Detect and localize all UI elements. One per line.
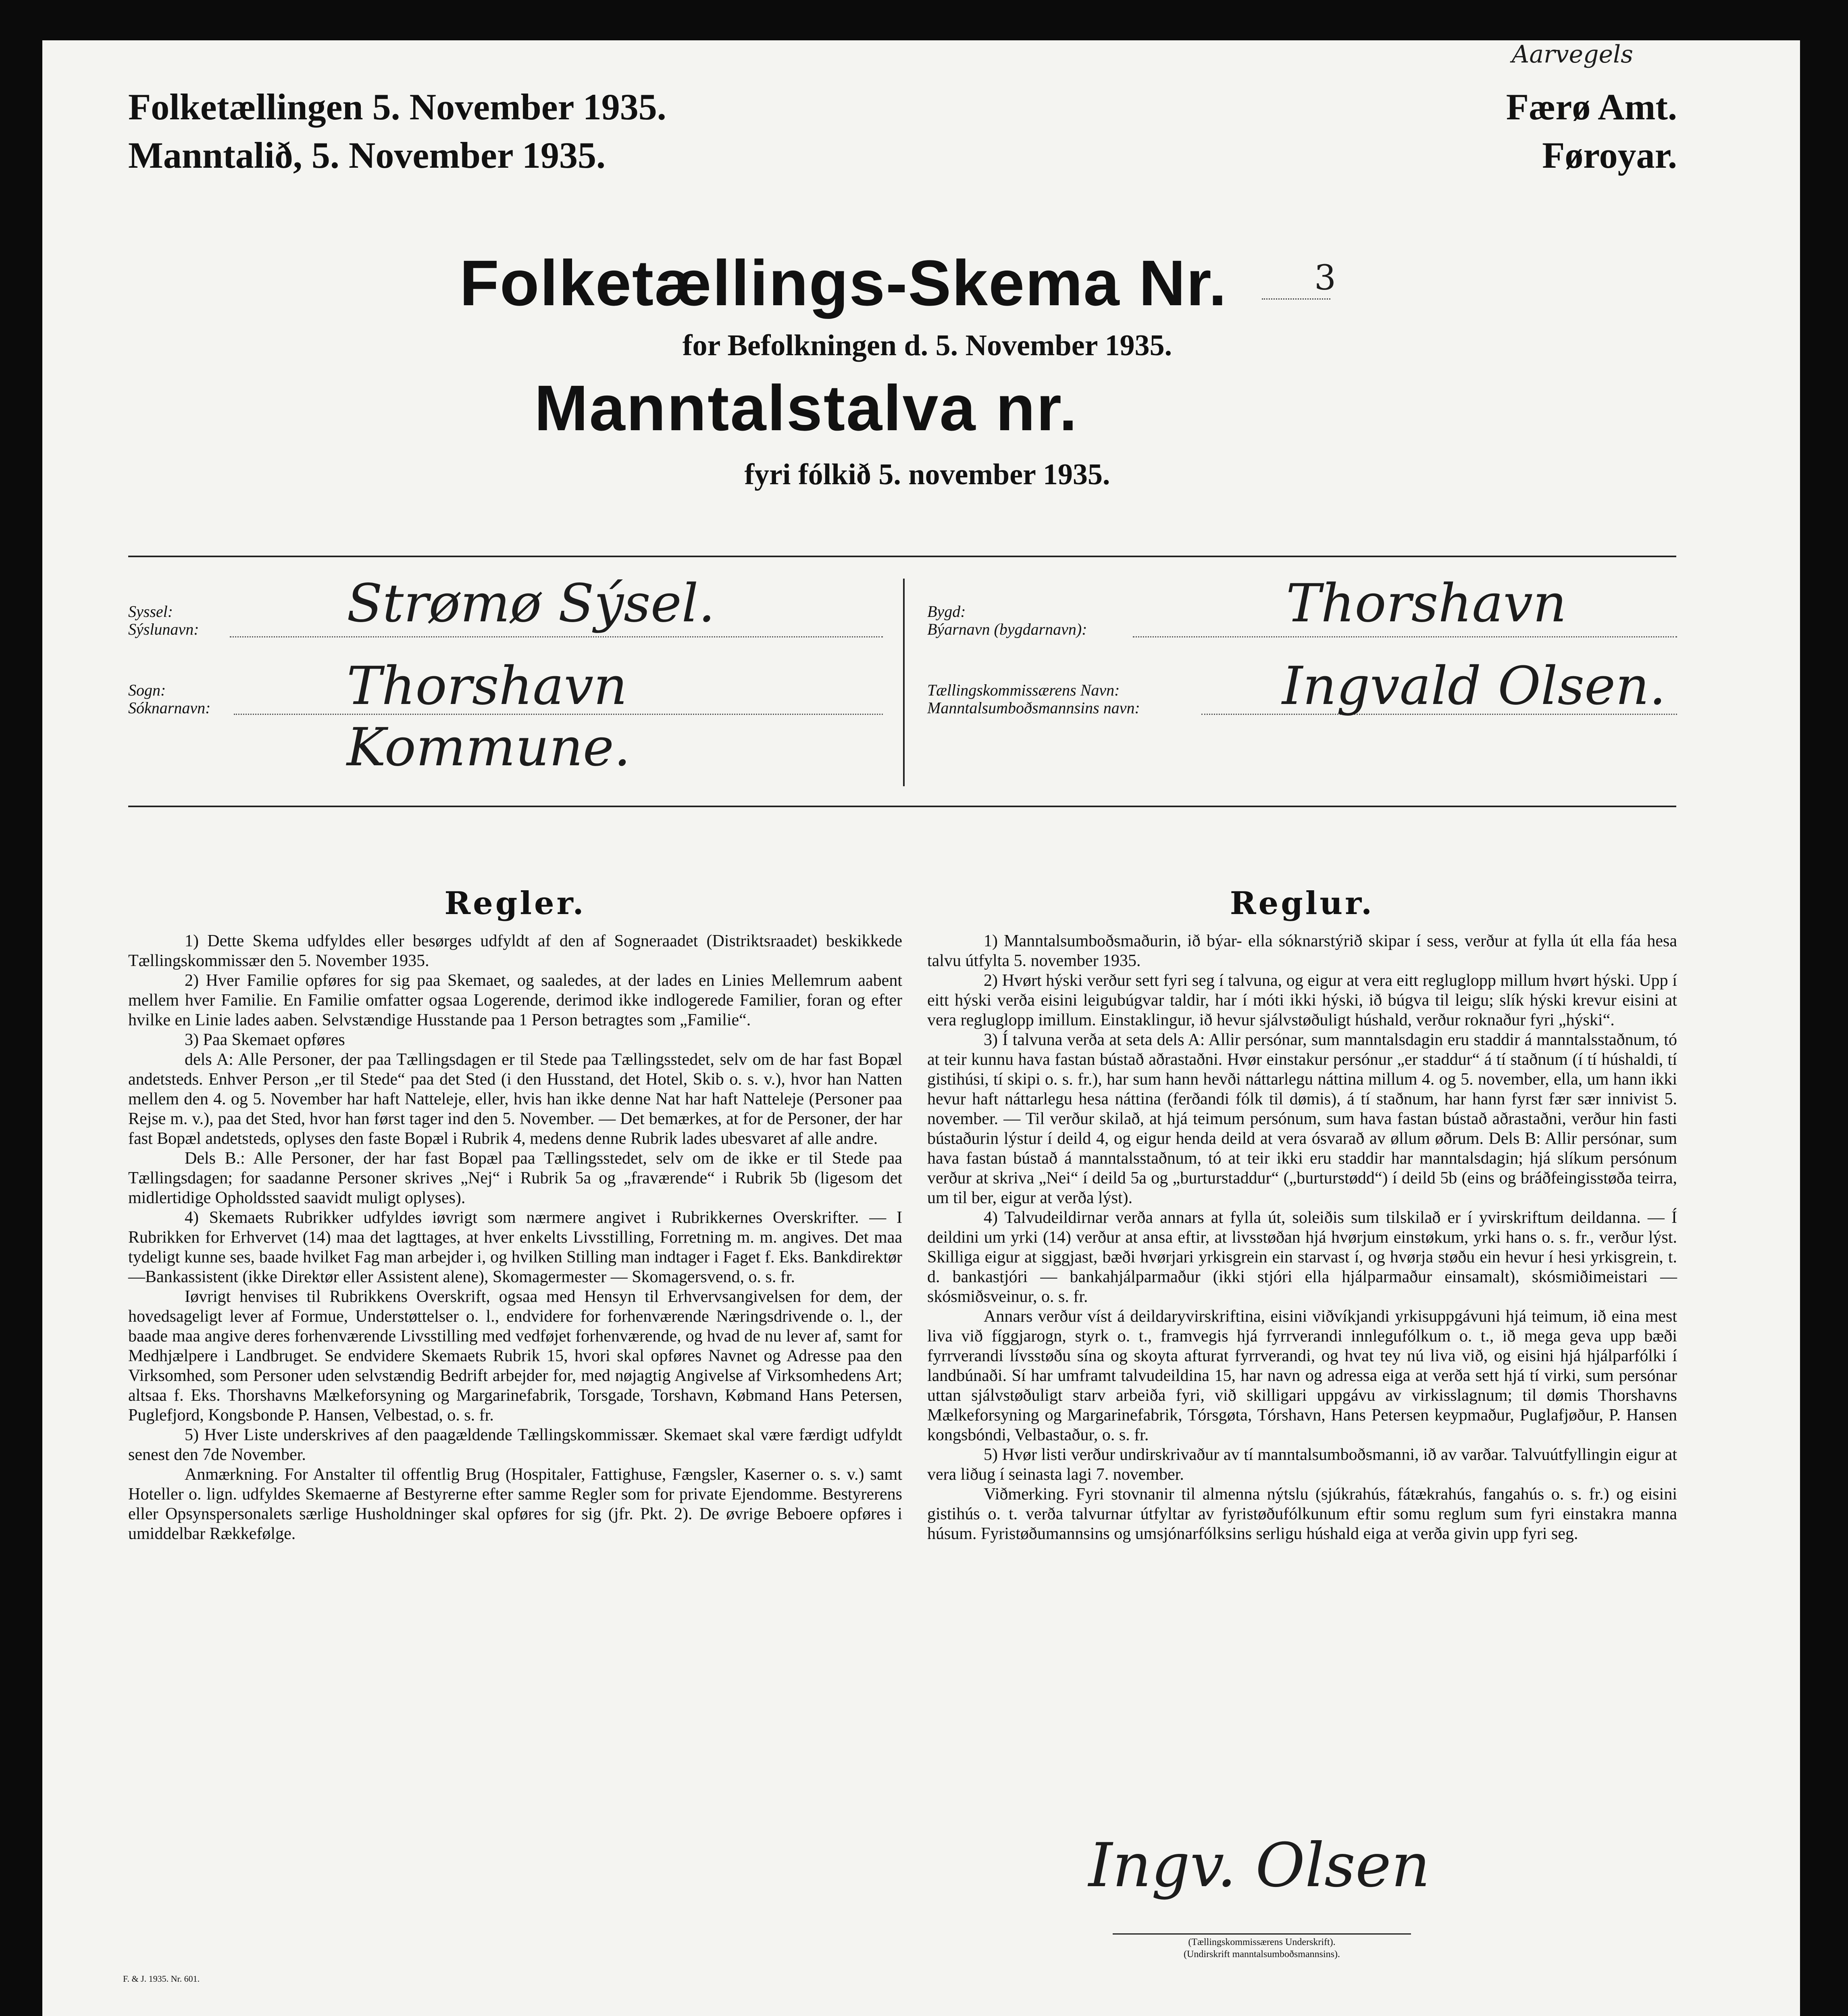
rules-danish-body bbox=[128, 931, 902, 1544]
sogn-value: Thorshavn Kommune. bbox=[347, 655, 631, 778]
rule-da-note: Anmærkning. For Anstalter til offentlig Brug (Hospitaler, Fattighuse, Fængsler, Kaserner o. s. v.) samt Hoteller o. lign. udfyldes Skemaerne af Bestyrerne efter samme Regler som for private Ejendomme. Bestyrerens eller Opsynspersonalets særlige Husholdninger skal opføres for sig (jfr. Pkt. 2). De øvrige Beboere opføres i umiddelbar Rækkefølge. bbox=[128, 1465, 902, 1543]
form-title-faroese: Manntalstalva nr. bbox=[534, 372, 1078, 444]
rule-fo-note: Viðmerking. Fyri stovnanir til almenna nýtslu (sjúkrahús, fátækrahús, fangahús o. s. fr.) og eisini gistihús o. t. verða talvurnar útfyltar av fyristøðufólkunum eftir somu reglum sum fyri einstakra manna húsum. Fyristøðumannsins og umsjónarfólksins serligu húshald eiga at verða givin upp fyri seg. bbox=[927, 1485, 1677, 1543]
rule-da-3a: dels A: Alle Personer, der paa Tællingsdagen er til Stede paa Tællingsstedet, selv om de har fast Bopæl andetsteds. Enhver Person „er til Stede“ paa det Sted (i den Husstand, det Hotel, Skib o. s. v.), hvor han Natten mellem den 4. og 5. November har haft Natteleje, eller, hvis han ikke denne Nat har haft Natteleje (Personer paa Rejse m. v.), paa det Sted, hvor han først tager ind den 5. November. — Det bemærkes, at for de Personer, der har fast Bopæl andetsteds, oplyses den faste Bopæl i Rubrik 4, medens denne Rubrik lades ubesvaret af alle andre. bbox=[128, 1050, 902, 1148]
rule-fo-2: 2) Hvørt hýski verður sett fyri seg í talvuna, og eigur at vera eitt regluglopp millum hvørt hýski. Upp í eitt hýski verða eisini leigubúgvar taldir, har í móti ikki hýski, ið búgva til leigu; slík hýski krevur eisini at vera regluglopp imillum. Einstaklingur, ið hevur sjálvstøðuligt húshald, verður roknaður fyri „hýski“. bbox=[927, 971, 1677, 1029]
header-left bbox=[128, 83, 773, 179]
syssel-line bbox=[230, 636, 883, 637]
rule-da-2: 2) Hver Familie opføres for sig paa Skemaet, og saaledes, at der lades en Linies Mellemrum aabent mellem hver Familie. En Familie omfatter ogsaa Logerende, derimod ikke indlogerede Familier, foran og efter hvilke en Linie lades aaben. Selvstændige Husstande paa 1 Person betragtes som „Familie“. bbox=[128, 971, 902, 1029]
rules-faroese-body bbox=[927, 931, 1677, 1544]
syssel-label: Syssel: Sýslunavn: bbox=[128, 602, 199, 638]
rule-da-1: 1) Dette Skema udfyldes eller besørges udfyldt af den af Sogneraadet (Distriktsraadet) beskikkede Tællingskommissær den 5. November 1935. bbox=[128, 932, 902, 970]
rules-faroese-heading: Reglur. bbox=[1230, 885, 1375, 922]
rule-da-5: 5) Hver Liste underskrives af den paagældende Tællingskommissær. Skemaet skal være færdigt udfyldt senest den 7de November. bbox=[128, 1426, 902, 1464]
signature-label: (Tællingskommissærens Underskrift). (Undirskrift manntalsumboðsmannsins). bbox=[1184, 1937, 1340, 1960]
rule-fo-4: 4) Talvudeildirnar verða annars at fylla út, soleiðis sum tilskilað er í yvirskriftum deildanna. — Í deildini um yrki (14) verður at ansa eftir, at livsstøðan hjá hvørjum einstøkum, yrki hans o. s. fr., verður lýst. Skilliga eigur at siggjast, bæði hvørjari yrkisgrein ein starvast í, og hvørja støðu ein hevur í hesi yrkisgrein, t. d. bankastjóri — bankahjálparmaður (ikki stjóri ella hjálparmaður einsamalt), skósmiðimeistari — skósmiðsveinur, o. s. fr. bbox=[927, 1208, 1677, 1306]
form-subtitle-danish: for Befolkningen d. 5. November 1935. bbox=[682, 329, 1172, 362]
field-bottom-rule bbox=[128, 806, 1676, 807]
header-right-line1: Færø Amt. bbox=[1506, 86, 1677, 127]
field-top-rule bbox=[128, 556, 1676, 557]
rule-da-4: 4) Skemaets Rubrikker udfyldes iøvrigt som nærmere angivet i Rubrikkernes Overskrifter. — I Rubrikken for Erhvervet (14) maa det lagttages, at hver enkelts Livsstilling, Forretning m. m. angives. Det maa tydeligt kunne ses, baade hvilket Fag man arbejder i, og hvilken Stilling man indtager i Faget f. Eks. Bankdirektør—Bankassistent (ikke Direktør eller Assistent alene), Skomagermester — Skomagersvend, o. s. fr. bbox=[128, 1208, 902, 1286]
kommissaer-value: Ingvald Olsen. bbox=[1282, 655, 1666, 716]
header-left-line2: Manntalið, 5. November 1935. bbox=[128, 135, 606, 176]
bygd-label: Bygd: Býarnavn (bygdarnavn): bbox=[927, 602, 1087, 638]
form-title-danish: Folketællings-Skema Nr. bbox=[460, 247, 1228, 319]
rule-da-4b: Iøvrigt henvises til Rubrikkens Overskrift, ogsaa med Hensyn til Erhvervsangivelsen for dem, der hovedsageligt lever af Formue, Understøttelser o. l., endvidere for forhenværende Næringsdrivende o. l., der baade maa angive deres forhenværende Livsstilling med vedføjet forhenværende, og hvad de nu lever af, samt for Medhjælpere i Landbruget. Se endvidere Skemaets Rubrik 15, hvori skal opføres Navnet og Adresse paa den Virksomhed, som Personer uden selvstændig Bedrift arbejder for, med nøjagtig Angivelse af Virksomhedens Art; altsaa f. Eks. Thorshavns Mælkeforsyning og Margarinefabrik, Torsgade, Torshavn, Købmand Hans Petersen, Puglefjord, Kongsbonde P. Hansen, Velbestad, o. s. fr. bbox=[128, 1287, 902, 1425]
rules-danish-heading: Regler. bbox=[444, 885, 586, 922]
form-number: 3 bbox=[1314, 258, 1336, 298]
sogn-label: Sogn: Sóknarnavn: bbox=[128, 681, 211, 717]
rule-fo-3: 3) Í talvuna verða at seta dels A: Allir persónar, sum manntalsdagin eru staddir á manntalsstaðnum, tó at teir kunnu hava fastan bústað aðrastaðni. Hvør einstakur persónur „er staddur“ á tí staðnum (í tí húshaldi, tí gistihúsi, tí skipi o. s. fr.), har sum hann hevði náttarlegu náttina millum 4. og 5. november, ella, um hann ikki hevur haft náttarlegu hesa náttina (ferðandi fólk til dømis), á tí staðnum, har hann fyrst fær sær innivist 5. november. — Til verður skilað, at hjá teimum persónum, sum hava fastan bústað aðrastaðni, verður hin fasti bústaðurin lýstur í deild 4, og eigur henda deild at vera ósvarað av øllum øðrum. Dels B: Allir persónar, sum hava fastan bústað á manntalsstaðnum, tó at teir ikki eru staddir har manntalsdagin; hjá slíkum persónum verður at skriva „Nei“ í deild 5a og „burturstaddur“ („burturstødd“) í deild 5b (eins og bráðfeingisstøða teirra, um til ber, eigur at verða lýst). bbox=[927, 1031, 1677, 1207]
form-subtitle-faroese: fyri fólkið 5. november 1935. bbox=[744, 458, 1110, 491]
printer-mark: F. & J. 1935. Nr. 601. bbox=[123, 1974, 200, 1984]
rule-fo-5: 5) Hvør listi verður undirskrivaður av tí manntalsumboðsmanni, ið av varðar. Talvuútfyllingin eigur at vera liðug í seinasta lagi 7. november. bbox=[927, 1445, 1677, 1484]
handwritten-note: Aarvegels bbox=[1512, 40, 1634, 69]
rule-da-3: 3) Paa Skemaet opføres bbox=[185, 1031, 345, 1049]
kommissaer-label: Tællingskommissærens Navn: Manntalsumboðsmannsins navn: bbox=[927, 681, 1140, 717]
signature: Ingv. Olsen bbox=[1088, 1831, 1430, 1901]
header-right bbox=[1411, 83, 1677, 179]
syssel-value: Strømø Sýsel. bbox=[347, 573, 715, 634]
field-divider bbox=[903, 579, 905, 786]
header-left-line1: Folketællingen 5. November 1935. bbox=[128, 86, 666, 127]
rule-fo-1: 1) Manntalsumboðsmaðurin, ið býar- ella sóknarstýrið skipar í sess, verður at fylla út ella fáa hesa talvu útfylta 5. november 1935. bbox=[927, 932, 1677, 970]
rule-da-3b: Dels B.: Alle Personer, der har fast Bopæl paa Tællingsstedet, selv om de ikke er til Stede paa Tællingsdagen; for saadanne Personer skrives „Nej“ i Rubrik 5a og „fraværende“ i Rubrik 5b (ligesom det midlertidige Opholdssted saavidt muligt oplyses). bbox=[128, 1149, 902, 1207]
rule-fo-4b: Annars verður víst á deildaryvirskriftina, eisini viðvíkjandi yrkisuppgávuni hjá teimum, ið eina mest liva við fíggjarogn, styrk o. t., framvegis hjá fyrrverandi innlegufólkum o. t., ið mega geva upp bæði fyrrverandi lívsstøðu sína og skoyta afturat fyrrverandi, og hvat tey nú liva við, og eisini hjá hjálparfólki í landbúnaði. Sí har umframt talvudeildina 15, har navn og adressa eiga at verða sett hjá tí virki, sum persónar uttan sjálvstøðuligt starv arbeiða fyri, við skilligari uppgávu av virkisslagnum; til dømis Thorshavns Mælkeforsyning og Margarinefabrik, Tórsgøta, Tórshavn, Hans Petersen keypmaður, Puglafjøður, P. Hansen kongsbóndi, Velbastaður, o. s. fr. bbox=[927, 1307, 1677, 1444]
header-right-line2: Føroyar. bbox=[1542, 135, 1677, 176]
signature-line bbox=[1113, 1933, 1411, 1935]
bygd-value: Thorshavn bbox=[1286, 573, 1567, 634]
title-number-line bbox=[1262, 298, 1330, 300]
bygd-line bbox=[1133, 636, 1677, 637]
